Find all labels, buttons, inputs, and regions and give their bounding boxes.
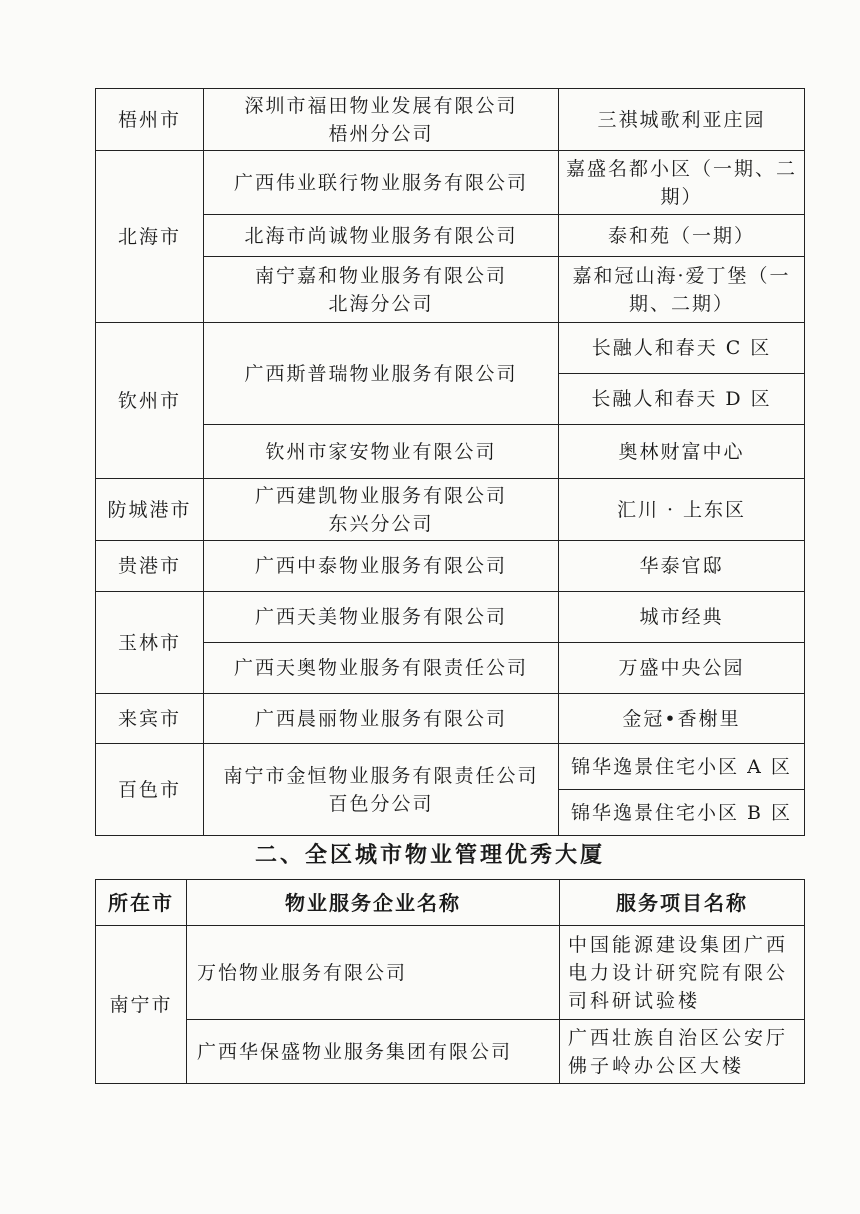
company-cell: 广西天奥物业服务有限责任公司 <box>204 643 559 694</box>
city-cell: 钦州市 <box>96 323 204 479</box>
company-cell: 广西伟业联行物业服务有限公司 <box>204 151 559 215</box>
project-cell: 城市经典 <box>559 592 805 643</box>
city-cell: 来宾市 <box>96 694 204 744</box>
city-cell: 南宁市 <box>96 926 187 1084</box>
project-cell: 广西壮族自治区公安厅 佛子岭办公区大楼 <box>560 1020 805 1084</box>
company-cell: 广西中泰物业服务有限公司 <box>204 541 559 592</box>
company-cell: 广西斯普瑞物业服务有限公司 <box>204 323 559 425</box>
table-header-row <box>96 880 805 926</box>
company-cell: 北海市尚诚物业服务有限公司 <box>204 215 559 257</box>
project-cell: 中国能源建设集团广西 电力设计研究院有限公 司科研试验楼 <box>560 926 805 1020</box>
project-cell: 金冠•香榭里 <box>559 694 805 744</box>
project-cell: 万盛中央公园 <box>559 643 805 694</box>
table-row <box>96 89 805 151</box>
project-cell: 泰和苑（一期） <box>559 215 805 257</box>
table-row <box>96 592 805 643</box>
project-cell: 华泰官邸 <box>559 541 805 592</box>
city-cell: 玉林市 <box>96 592 204 694</box>
award-table-buildings <box>95 879 805 1084</box>
project-cell: 锦华逸景住宅小区 B 区 <box>559 790 805 836</box>
city-cell: 北海市 <box>96 151 204 323</box>
company-cell: 深圳市福田物业发展有限公司 梧州分公司 <box>204 89 559 151</box>
city-cell: 百色市 <box>96 744 204 836</box>
table-row <box>96 926 805 1020</box>
company-cell: 广西晨丽物业服务有限公司 <box>204 694 559 744</box>
company-cell: 广西华保盛物业服务集团有限公司 <box>187 1020 560 1084</box>
project-cell: 嘉和冠山海·爱丁堡（一期、二期） <box>559 257 805 323</box>
city-cell: 防城港市 <box>96 479 204 541</box>
table-row <box>96 694 805 744</box>
table-row <box>96 744 805 790</box>
header-city: 所在市 <box>96 880 187 926</box>
project-cell: 嘉盛名都小区（一期、二期） <box>559 151 805 215</box>
city-cell: 贵港市 <box>96 541 204 592</box>
company-cell: 钦州市家安物业有限公司 <box>204 425 559 479</box>
award-table-residential-continued <box>95 88 805 836</box>
table-row <box>96 323 805 374</box>
header-project: 服务项目名称 <box>560 880 805 926</box>
company-cell: 万怡物业服务有限公司 <box>187 926 560 1020</box>
project-cell: 长融人和春天 D 区 <box>559 374 805 425</box>
company-cell: 南宁嘉和物业服务有限公司 北海分公司 <box>204 257 559 323</box>
table-row <box>96 151 805 215</box>
project-cell: 奥林财富中心 <box>559 425 805 479</box>
company-cell: 广西建凯物业服务有限公司 东兴分公司 <box>204 479 559 541</box>
table-row <box>96 479 805 541</box>
company-cell: 广西天美物业服务有限公司 <box>204 592 559 643</box>
table-row <box>96 541 805 592</box>
project-cell: 锦华逸景住宅小区 A 区 <box>559 744 805 790</box>
project-cell: 长融人和春天 C 区 <box>559 323 805 374</box>
table-row <box>96 1020 805 1084</box>
header-company: 物业服务企业名称 <box>187 880 560 926</box>
company-cell: 南宁市金恒物业服务有限责任公司 百色分公司 <box>204 744 559 836</box>
project-cell: 汇川 · 上东区 <box>559 479 805 541</box>
project-cell: 三祺城歌利亚庄园 <box>559 89 805 151</box>
section-heading: 二、全区城市物业管理优秀大厦 <box>254 842 605 868</box>
city-cell: 梧州市 <box>96 89 204 151</box>
